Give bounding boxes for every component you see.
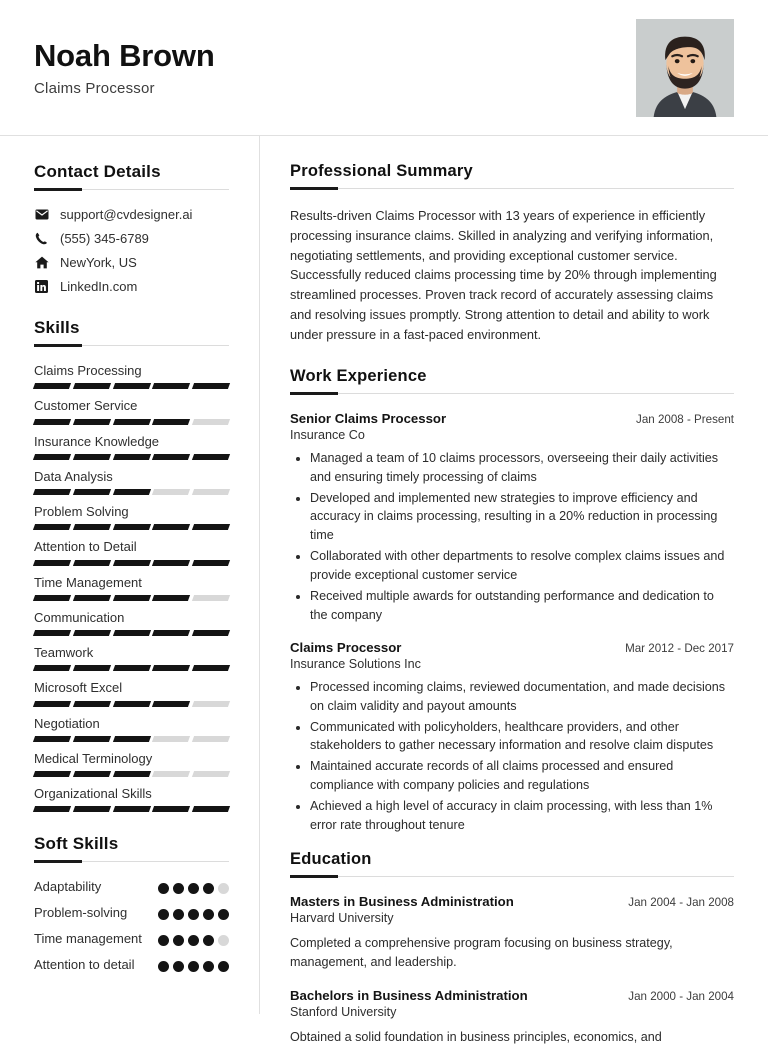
skill-level-bar — [34, 595, 229, 601]
entry-header — [290, 640, 734, 655]
skill-level-segment — [192, 771, 230, 777]
skill-level-segment — [73, 595, 111, 601]
education-institution: Harvard University — [290, 910, 394, 925]
skill-level-segment — [113, 489, 151, 495]
skill-label: Problem Solving — [34, 504, 129, 519]
section-heading-experience: Work Experience — [290, 366, 427, 385]
section-heading-soft-skills: Soft Skills — [34, 834, 119, 854]
page-title: Noah Brown — [34, 38, 215, 74]
skill-level-segment — [113, 595, 151, 601]
soft-skill-rating — [158, 879, 229, 894]
skill-level-segment — [192, 701, 230, 707]
contact-list — [34, 207, 229, 294]
skill-level-segment — [152, 630, 190, 636]
skill-item — [34, 645, 229, 671]
rating-dot — [158, 935, 169, 946]
skill-level-segment — [33, 419, 71, 425]
skill-level-bar — [34, 419, 229, 425]
skill-level-segment — [73, 489, 111, 495]
section-rule — [34, 345, 229, 346]
skill-level-segment — [33, 630, 71, 636]
soft-skill-rating — [158, 957, 229, 972]
skill-item — [34, 680, 229, 706]
rating-dot — [218, 883, 229, 894]
education-description: Completed a comprehensive program focusing on business strategy, management, and leadership. — [290, 935, 673, 970]
soft-skills-list — [34, 879, 229, 974]
skill-level-segment — [73, 454, 111, 460]
skill-level-segment — [73, 736, 111, 742]
education-degree: Bachelors in Business Administration — [290, 987, 528, 1003]
skill-level-segment — [192, 454, 230, 460]
skill-level-segment — [113, 560, 151, 566]
skill-item — [34, 363, 229, 389]
skill-item — [34, 610, 229, 636]
experience-bullet: • Developed and implemented new strategies to improve efficiency and accuracy in claims processing, resulting in a 20% reduction in processing time — [310, 489, 734, 546]
job-title: Claims Processor — [34, 79, 155, 97]
entry-header — [290, 894, 734, 909]
skill-level-bar — [34, 806, 229, 812]
skill-label: Claims Processing — [34, 363, 142, 378]
skill-level-segment — [33, 736, 71, 742]
header-text-block — [34, 38, 636, 97]
skill-level-segment — [113, 665, 151, 671]
education-date: Jan 2004 - Jan 2008 — [628, 895, 734, 909]
rating-dot — [203, 883, 214, 894]
rating-dot — [218, 909, 229, 920]
skill-level-segment — [73, 524, 111, 530]
section-heading-contact: Contact Details — [34, 162, 161, 181]
skill-label: Negotiation — [34, 715, 100, 731]
experience-organization: Insurance Solutions Inc — [290, 656, 421, 671]
skill-level-bar — [34, 383, 229, 389]
education-entry — [290, 988, 734, 1047]
skill-level-segment — [33, 560, 71, 566]
skill-level-segment — [33, 771, 71, 777]
experience-bullet-list — [290, 449, 734, 625]
skill-label: Customer Service — [34, 398, 138, 414]
skill-item — [34, 539, 229, 565]
rating-dot — [158, 961, 169, 972]
skill-level-segment — [113, 630, 151, 636]
soft-skill-label: Attention to detail — [34, 956, 135, 972]
skill-level-bar — [34, 701, 229, 707]
experience-organization: Insurance Co — [290, 427, 365, 442]
contact-value-linkedin: LinkedIn.com — [60, 279, 138, 294]
section-professional-summary — [290, 162, 734, 345]
education-list — [290, 894, 734, 1047]
contact-value-location: NewYork, US — [60, 255, 137, 270]
skill-level-segment — [33, 665, 71, 671]
skill-item — [34, 434, 229, 460]
skill-level-segment — [192, 806, 230, 812]
experience-bullet: • Collaborated with other departments to resolve complex claims issues and provide exceptional customer service — [310, 547, 734, 585]
skill-level-segment — [113, 419, 151, 425]
contact-value-email: support@cvdesigner.ai — [60, 207, 193, 222]
soft-skill-label: Adaptability — [34, 879, 102, 895]
skill-level-segment — [152, 806, 190, 812]
skill-level-segment — [152, 665, 190, 671]
skill-item — [34, 575, 229, 601]
education-date: Jan 2000 - Jan 2004 — [628, 989, 734, 1003]
skill-level-segment — [192, 383, 230, 389]
skill-level-segment — [192, 630, 230, 636]
skill-label: Attention to Detail — [34, 539, 137, 555]
rating-dot — [203, 935, 214, 946]
rating-dot — [203, 961, 214, 972]
skill-item — [34, 786, 229, 812]
skill-level-segment — [113, 701, 151, 707]
skill-level-segment — [33, 701, 71, 707]
skill-level-bar — [34, 524, 229, 530]
skill-level-segment — [192, 665, 230, 671]
skill-level-segment — [73, 560, 111, 566]
skill-level-segment — [152, 454, 190, 460]
skill-level-segment — [152, 771, 190, 777]
skill-level-segment — [152, 701, 190, 707]
home-icon — [34, 255, 49, 270]
skill-level-segment — [73, 630, 111, 636]
skill-level-segment — [73, 806, 111, 812]
skill-level-segment — [192, 489, 230, 495]
section-contact-details — [34, 162, 229, 294]
soft-skill-rating — [158, 905, 229, 920]
rating-dot — [173, 961, 184, 972]
skill-label: Microsoft Excel — [34, 680, 123, 696]
skill-level-segment — [152, 736, 190, 742]
skill-level-segment — [33, 454, 71, 460]
skill-level-segment — [33, 595, 71, 601]
skill-level-segment — [192, 524, 230, 530]
section-work-experience — [290, 367, 734, 835]
section-rule — [290, 393, 734, 394]
contact-value-phone: (555) 345-6789 — [60, 231, 149, 246]
skill-level-segment — [192, 560, 230, 566]
experience-bullet: • Received multiple awards for outstanding performance and dedication to the company — [310, 587, 734, 625]
rating-dot — [188, 883, 199, 894]
skill-level-segment — [192, 736, 230, 742]
education-institution: Stanford University — [290, 1004, 397, 1019]
section-skills — [34, 318, 229, 812]
avatar — [636, 19, 734, 117]
skill-level-segment — [73, 771, 111, 777]
skill-level-segment — [113, 806, 151, 812]
skill-level-segment — [152, 383, 190, 389]
skill-item — [34, 751, 229, 777]
rating-dot — [188, 935, 199, 946]
section-heading-summary: Professional Summary — [290, 162, 473, 180]
entry-header — [290, 988, 734, 1003]
skill-label: Medical Terminology — [34, 750, 153, 766]
avatar-photo-icon — [636, 19, 734, 117]
skill-level-segment — [113, 771, 151, 777]
skill-level-segment — [33, 383, 71, 389]
skill-level-segment — [73, 701, 111, 707]
experience-bullet: • Processed incoming claims, reviewed documentation, and made decisions on claim validity and payout amounts — [310, 678, 734, 716]
education-entry — [290, 894, 734, 973]
skill-item — [34, 469, 229, 495]
skill-label: Time Management — [34, 574, 142, 590]
experience-bullet: • Maintained accurate records of all claims processed and ensured compliance with company policies and regulations — [310, 757, 734, 795]
skill-level-segment — [33, 489, 71, 495]
skill-label: Organizational Skills — [34, 786, 152, 801]
experience-title: Claims Processor — [290, 639, 402, 655]
skill-level-bar — [34, 630, 229, 636]
experience-list — [290, 411, 734, 835]
resume-body — [0, 136, 768, 1044]
section-rule — [34, 189, 229, 190]
skill-level-segment — [113, 524, 151, 530]
entry-header — [290, 411, 734, 426]
experience-entry — [290, 640, 734, 835]
envelope-icon — [34, 207, 49, 222]
contact-item-email[interactable] — [34, 207, 229, 222]
section-heading-education: Education — [290, 849, 372, 868]
skill-level-segment — [73, 419, 111, 425]
skill-level-segment — [73, 665, 111, 671]
skill-level-segment — [33, 806, 71, 812]
linkedin-icon — [34, 279, 49, 294]
skill-level-segment — [152, 595, 190, 601]
rating-dot — [158, 883, 169, 894]
rating-dot — [173, 935, 184, 946]
skill-item — [34, 716, 229, 742]
soft-skill-item — [34, 905, 229, 922]
skill-level-bar — [34, 665, 229, 671]
soft-skill-rating — [158, 931, 229, 946]
skill-level-bar — [34, 771, 229, 777]
experience-bullet-list — [290, 678, 734, 835]
skill-level-bar — [34, 560, 229, 566]
soft-skill-label: Problem-solving — [34, 905, 128, 921]
skill-level-bar — [34, 736, 229, 742]
skill-level-bar — [34, 489, 229, 495]
phone-icon — [34, 231, 49, 246]
skill-label: Insurance Knowledge — [34, 433, 160, 449]
skill-level-segment — [33, 524, 71, 530]
skill-level-segment — [113, 736, 151, 742]
rating-dot — [203, 909, 214, 920]
experience-entry — [290, 411, 734, 625]
skill-level-segment — [192, 419, 230, 425]
rating-dot — [218, 961, 229, 972]
section-rule — [290, 188, 734, 189]
section-rule — [34, 861, 229, 862]
skill-level-segment — [113, 454, 151, 460]
skill-level-bar — [34, 454, 229, 460]
education-degree: Masters in Business Administration — [290, 893, 514, 909]
experience-bullet: • Achieved a high level of accuracy in claim processing, with less than 1% error rate throughout tenure — [310, 797, 734, 835]
skill-label: Data Analysis — [34, 468, 113, 484]
rating-dot — [173, 883, 184, 894]
sidebar — [0, 136, 260, 1014]
resume-header — [0, 0, 768, 136]
skill-item — [34, 504, 229, 530]
experience-date: Jan 2008 - Present — [636, 412, 734, 426]
skill-level-segment — [152, 524, 190, 530]
skill-item — [34, 398, 229, 424]
skill-label: Teamwork — [34, 645, 94, 660]
experience-bullet: • Communicated with policyholders, healthcare providers, and other stakeholders to gather necessary information and resolve claim disputes — [310, 718, 734, 756]
section-heading-skills: Skills — [34, 318, 80, 337]
skill-level-segment — [152, 419, 190, 425]
skill-level-segment — [113, 383, 151, 389]
contact-item-location[interactable] — [34, 255, 229, 270]
experience-date: Mar 2012 - Dec 2017 — [625, 641, 734, 655]
skill-level-segment — [152, 489, 190, 495]
skills-list — [34, 363, 229, 812]
skill-label: Communication — [34, 609, 125, 625]
rating-dot — [188, 909, 199, 920]
contact-item-phone[interactable] — [34, 231, 229, 246]
section-education — [290, 850, 734, 1047]
education-description: Obtained a solid foundation in business principles, economics, and — [290, 1029, 662, 1044]
section-soft-skills — [34, 834, 229, 974]
skill-level-segment — [73, 383, 111, 389]
rating-dot — [173, 909, 184, 920]
soft-skill-item — [34, 957, 229, 974]
soft-skill-item — [34, 931, 229, 948]
experience-bullet: • Managed a team of 10 claims processors, overseeing their daily activities and ensuring timely processing of claims — [310, 449, 734, 487]
contact-item-linkedin[interactable] — [34, 279, 229, 294]
rating-dot — [188, 961, 199, 972]
rating-dot — [158, 909, 169, 920]
section-rule — [290, 876, 734, 877]
main-column — [260, 136, 768, 1044]
skill-level-segment — [152, 560, 190, 566]
soft-skill-label: Time management — [34, 931, 142, 947]
experience-title: Senior Claims Processor — [290, 410, 447, 426]
rating-dot — [218, 935, 229, 946]
skill-level-segment — [192, 595, 230, 601]
summary-text: Results-driven Claims Processor with 13 years of experience in efficiently processing insurance claims. Skilled in analyzing and verifying information, negotiating settlements, and providing exceptional customer service. Successfully reduced claims processing time by 20% through implementing streamlined processes. Proven track record of accurately assessing claims and resolving issues promptly. Strong attention to detail and ability to work under pressure in a fast-paced environment. — [290, 208, 717, 342]
soft-skill-item — [34, 879, 229, 896]
